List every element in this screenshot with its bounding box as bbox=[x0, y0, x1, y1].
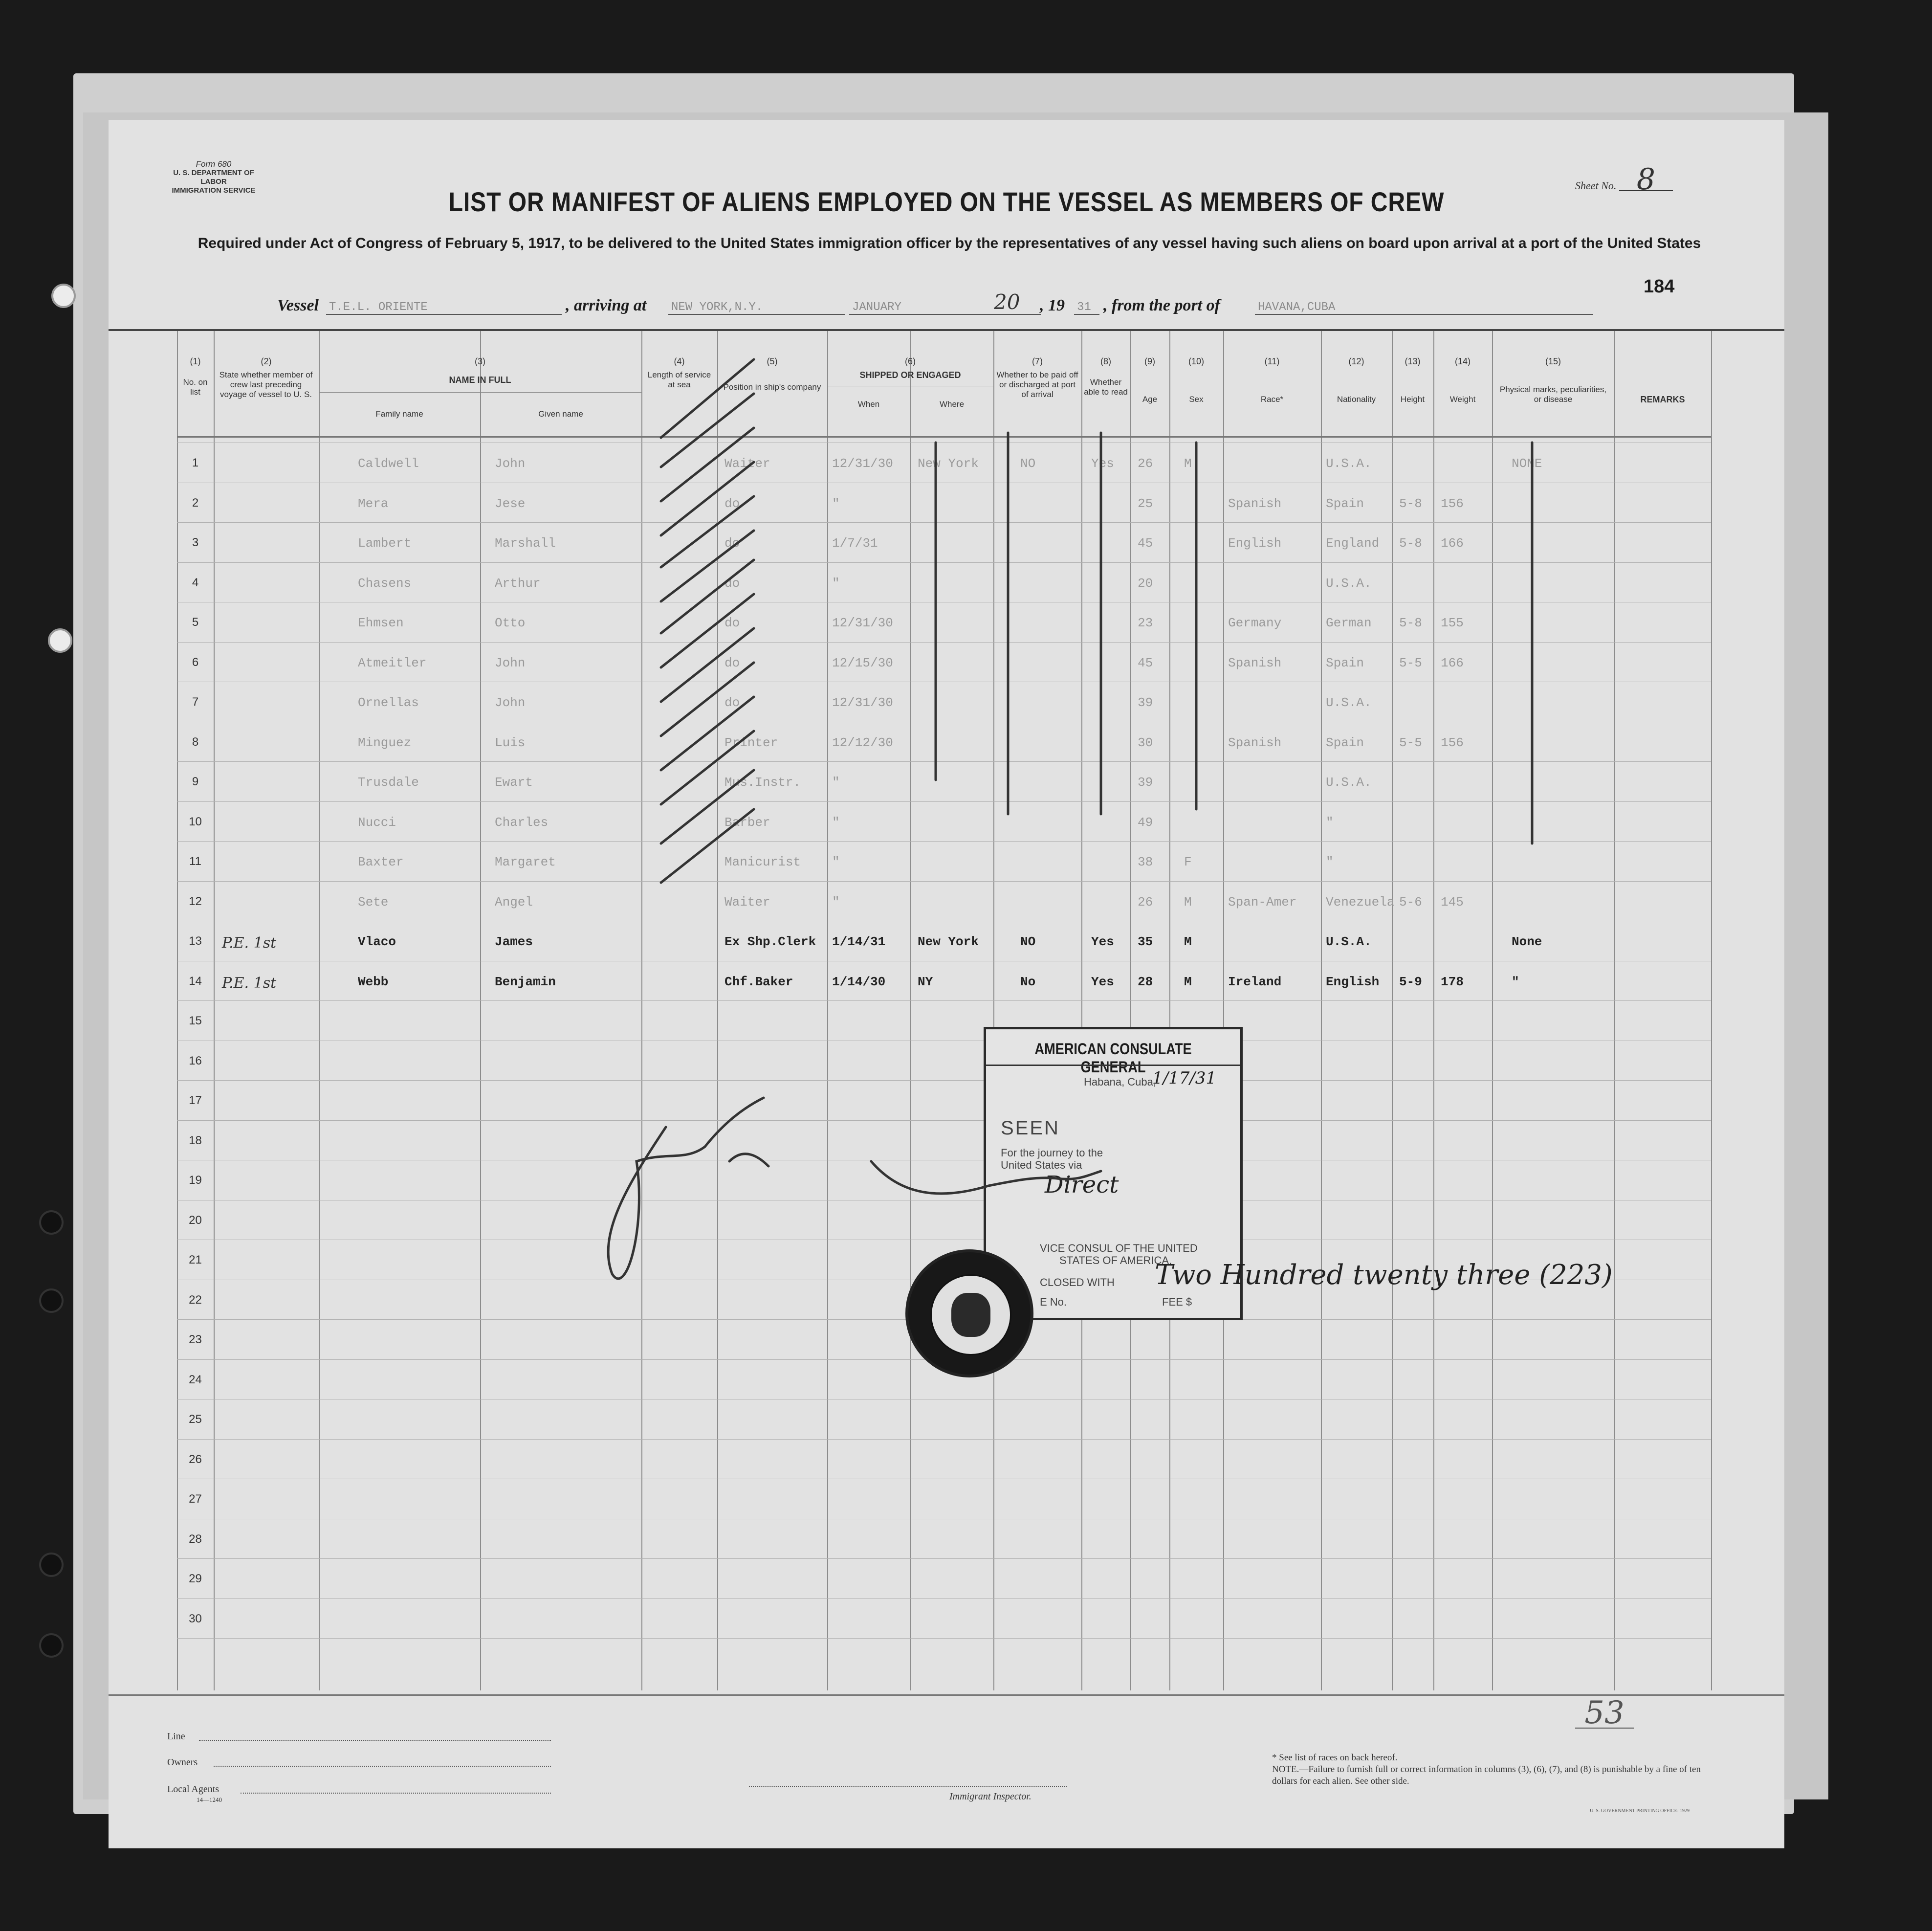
cell-given: John bbox=[495, 456, 526, 471]
col-number: (14) bbox=[1454, 356, 1471, 366]
cell-race: Span-Amer bbox=[1228, 894, 1297, 910]
sheet-number-value: 8 bbox=[1619, 169, 1673, 191]
from-port-label: , from the port of bbox=[1103, 296, 1220, 314]
cell-given: Angel bbox=[495, 894, 533, 910]
col-number: (9) bbox=[1144, 356, 1155, 366]
cell-position: do bbox=[724, 576, 740, 591]
cell-position: do bbox=[724, 536, 740, 551]
row-number: 16 bbox=[189, 1054, 202, 1067]
col-number: (12) bbox=[1348, 356, 1364, 366]
cell-given: Margaret bbox=[495, 855, 556, 869]
year-suffix: 31 bbox=[1074, 301, 1099, 315]
cell-position: Ex Shp.Clerk bbox=[724, 934, 816, 949]
from-port: HAVANA,CUBA bbox=[1255, 301, 1593, 315]
cell-height: 5-9 bbox=[1399, 974, 1422, 989]
row-rule bbox=[177, 761, 1711, 762]
cell-age: 26 bbox=[1138, 456, 1153, 471]
row-number: 20 bbox=[189, 1213, 202, 1227]
arrival-day: 20 bbox=[991, 290, 1041, 315]
cell-nationality: England bbox=[1326, 536, 1380, 551]
year-prefix: , 19 bbox=[1040, 296, 1065, 314]
row-rule bbox=[177, 1439, 1711, 1440]
cell-when: " bbox=[832, 775, 840, 790]
row-number: 22 bbox=[189, 1293, 202, 1307]
stamp-title: AMERICAN CONSULATE GENERAL bbox=[1034, 1040, 1192, 1076]
cell-given: Otto bbox=[495, 616, 526, 630]
cell-given: Luis bbox=[495, 735, 526, 750]
cell-given: Charles bbox=[495, 815, 549, 830]
cell-read: Yes bbox=[1091, 456, 1114, 471]
col-number: (2) bbox=[261, 356, 272, 366]
cell-position: do bbox=[724, 655, 740, 670]
cell-when: 1/14/31 bbox=[832, 934, 886, 949]
col-head-remarks: REMARKS bbox=[1640, 395, 1685, 404]
col-head-where: Where bbox=[939, 400, 965, 409]
cell-read: Yes bbox=[1091, 974, 1114, 989]
row-number: 11 bbox=[189, 855, 201, 868]
row-rule bbox=[177, 801, 1711, 802]
cell-nationality: " bbox=[1326, 855, 1334, 869]
cell-position: Waiter bbox=[724, 456, 770, 471]
vessel-label: Vessel bbox=[277, 296, 319, 314]
row-number: 9 bbox=[192, 775, 199, 788]
stamp-vice-1: VICE CONSUL OF THE UNITED bbox=[1040, 1242, 1198, 1254]
col-head-able-read: Whether able to read bbox=[1084, 377, 1128, 397]
cell-given: James bbox=[495, 934, 533, 949]
cell-age: 49 bbox=[1138, 815, 1153, 830]
row-number: 19 bbox=[189, 1174, 202, 1187]
cell-family: Minguez bbox=[358, 735, 412, 750]
row-rule bbox=[177, 841, 1711, 842]
consulate-seal bbox=[905, 1249, 1033, 1377]
printer-imprint: U. S. GOVERNMENT PRINTING OFFICE: 1929 bbox=[1590, 1808, 1690, 1814]
cell-family: Atmeitler bbox=[358, 655, 427, 670]
col-head-sex: Sex bbox=[1189, 395, 1204, 404]
row-number: 6 bbox=[192, 655, 199, 669]
cell-where: New York bbox=[918, 934, 979, 949]
col-number: (1) bbox=[190, 356, 201, 366]
cell-nationality: U.S.A. bbox=[1326, 576, 1372, 591]
cell-family: Mera bbox=[358, 496, 389, 511]
col-head-age: Age bbox=[1142, 395, 1158, 404]
cell-given: Benjamin bbox=[495, 974, 556, 989]
cell-nationality: U.S.A. bbox=[1326, 456, 1372, 471]
cell-given: Jese bbox=[495, 496, 526, 511]
row-number: 7 bbox=[192, 695, 199, 709]
row-number: 8 bbox=[192, 735, 199, 749]
cell-nationality: Spain bbox=[1326, 496, 1364, 511]
col-head-previous-voyage: State whether member of crew last preceding voyage of vessel to U. S. bbox=[219, 370, 313, 399]
cell-paid: NO bbox=[1020, 934, 1036, 949]
cell-nationality: German bbox=[1326, 616, 1372, 630]
cell-position: Manicurist bbox=[724, 855, 801, 869]
cell-when: " bbox=[832, 815, 840, 830]
cell-paid: No bbox=[1020, 974, 1036, 989]
cell-height: 5-8 bbox=[1399, 496, 1422, 511]
cell-weight: 155 bbox=[1441, 616, 1464, 630]
col-head-family-name: Family name bbox=[375, 409, 423, 419]
cell-when: 12/31/30 bbox=[832, 456, 893, 471]
col-head-no: No. on list bbox=[183, 377, 208, 397]
cell-when: " bbox=[832, 894, 840, 910]
col-head-race: Race* bbox=[1260, 395, 1284, 404]
service-name: IMMIGRATION SERVICE bbox=[172, 186, 256, 195]
col-head-paid-off: Whether to be paid off or discharged at port of arrival bbox=[996, 370, 1078, 399]
cell-position: Printer bbox=[724, 735, 778, 750]
cell-when: 1/14/30 bbox=[832, 974, 886, 989]
cell-position: Mus.Instr. bbox=[724, 775, 801, 790]
col-head-nationality: Nationality bbox=[1337, 395, 1376, 404]
cell-race: Spanish bbox=[1228, 655, 1282, 670]
cell-family: Ornellas bbox=[358, 695, 419, 710]
cell-when: " bbox=[832, 855, 840, 869]
stamp-enclosed: CLOSED WITH bbox=[1040, 1276, 1115, 1288]
cell-given: John bbox=[495, 655, 526, 670]
eagle-icon bbox=[951, 1293, 990, 1337]
row-number: 13 bbox=[189, 934, 202, 948]
cell-where: NY bbox=[918, 974, 933, 989]
col-number: (6) bbox=[905, 356, 916, 366]
cell-family: Lambert bbox=[358, 536, 412, 551]
col-number: (11) bbox=[1264, 356, 1280, 366]
row-rule bbox=[177, 881, 1711, 882]
stamp-journey-1: For the journey to the bbox=[1001, 1147, 1103, 1159]
cell-family: Vlaco bbox=[358, 934, 396, 949]
cell-nationality: " bbox=[1326, 815, 1334, 830]
cell-age: 39 bbox=[1138, 695, 1153, 710]
cell-height: 5-8 bbox=[1399, 536, 1422, 551]
stamp-date: 1/17/31 bbox=[1152, 1068, 1217, 1088]
footer-inspector-label: Immigrant Inspector. bbox=[949, 1791, 1032, 1802]
stamp-via: Direct bbox=[1045, 1171, 1119, 1199]
cell-sex: M bbox=[1184, 894, 1192, 910]
cell-weight: 166 bbox=[1441, 655, 1464, 670]
col-number: (7) bbox=[1032, 356, 1043, 366]
row-number: 12 bbox=[189, 894, 202, 908]
cell-age: 30 bbox=[1138, 735, 1153, 750]
cell-family: Ehmsen bbox=[358, 616, 404, 630]
row-rule bbox=[177, 562, 1711, 563]
cell-when: " bbox=[832, 496, 840, 511]
row-number: 30 bbox=[189, 1612, 202, 1625]
cell-nationality: Spain bbox=[1326, 735, 1364, 750]
cell-position: do bbox=[724, 695, 740, 710]
col-head-shipped: SHIPPED OR ENGAGED bbox=[859, 370, 961, 380]
stamp-place: Habana, Cuba, bbox=[1084, 1076, 1156, 1088]
cell-race: Germany bbox=[1228, 616, 1282, 630]
row-number: 10 bbox=[189, 815, 202, 828]
cell-age: 26 bbox=[1138, 894, 1153, 910]
cell-age: 23 bbox=[1138, 616, 1153, 630]
footer-agents-code: 14—1240 bbox=[197, 1796, 222, 1803]
cell-weight: 156 bbox=[1441, 496, 1464, 511]
cell-nationality: Venezuela bbox=[1326, 894, 1395, 910]
row-number: 24 bbox=[189, 1373, 202, 1386]
footer-agents-label: Local Agents bbox=[167, 1784, 220, 1795]
cell-nationality: U.S.A. bbox=[1326, 775, 1372, 790]
cell-sex: M bbox=[1184, 974, 1192, 989]
cell-family: Nucci bbox=[358, 815, 396, 830]
col-number: (5) bbox=[767, 356, 778, 366]
cell-nationality: U.S.A. bbox=[1326, 934, 1372, 949]
cell-age: 25 bbox=[1138, 496, 1153, 511]
cell-when: 12/31/30 bbox=[832, 616, 893, 630]
page-subtitle: Required under Act of Congress of February 5, 1917, to be delivered to the United States immigration officer by the representatives of any vessel having such aliens on board upon arrival at a port of the United States bbox=[198, 235, 1701, 251]
page-title: LIST OR MANIFEST OF ALIENS EMPLOYED ON THE VESSEL AS MEMBERS OF CREW bbox=[448, 186, 1445, 217]
cell-when: 12/12/30 bbox=[832, 735, 893, 750]
cell-family: Baxter bbox=[358, 855, 404, 869]
manifest-footer bbox=[109, 1694, 1784, 1842]
manifest-sheet bbox=[109, 120, 1784, 1848]
cell-weight: 156 bbox=[1441, 735, 1464, 750]
cell-when: 12/31/30 bbox=[832, 695, 893, 710]
row-number: 26 bbox=[189, 1452, 202, 1466]
col-head-given-name: Given name bbox=[538, 409, 583, 419]
row-rule bbox=[177, 522, 1711, 523]
cell-marks: " bbox=[1512, 974, 1519, 989]
cell-family: Webb bbox=[358, 974, 389, 989]
cell-position: Chf.Baker bbox=[724, 974, 793, 989]
row-number: 15 bbox=[189, 1014, 202, 1027]
department-name: U. S. DEPARTMENT OF LABOR bbox=[173, 169, 254, 186]
cell-prev: P.E. 1st bbox=[222, 974, 277, 992]
cell-paid: NO bbox=[1020, 456, 1036, 471]
row-rule bbox=[177, 1120, 1711, 1121]
row-rule bbox=[177, 1638, 1711, 1639]
cell-given: John bbox=[495, 695, 526, 710]
cell-when: 12/15/30 bbox=[832, 655, 893, 670]
vessel-line bbox=[277, 290, 1778, 315]
cell-sex: M bbox=[1184, 934, 1192, 949]
row-rule bbox=[177, 1000, 1711, 1001]
cell-height: 5-6 bbox=[1399, 894, 1422, 910]
col-head-length-service: Length of service at sea bbox=[647, 370, 711, 389]
col-number: (4) bbox=[674, 356, 685, 366]
row-number: 4 bbox=[192, 576, 199, 589]
row-number: 1 bbox=[192, 456, 199, 469]
arrival-month: JANUARY bbox=[849, 301, 992, 315]
row-rule bbox=[177, 1080, 1711, 1081]
stamp-journey-2: United States via bbox=[1001, 1159, 1082, 1171]
cell-given: Arthur bbox=[495, 576, 541, 591]
cell-nationality: English bbox=[1326, 974, 1380, 989]
page-number: 184 bbox=[1644, 276, 1675, 297]
row-number: 23 bbox=[189, 1333, 202, 1346]
cell-height: 5-5 bbox=[1399, 735, 1422, 750]
binder-hole bbox=[39, 1288, 64, 1313]
cell-height: 5-8 bbox=[1399, 616, 1422, 630]
cell-where: New York bbox=[918, 456, 979, 471]
cell-family: Chasens bbox=[358, 576, 412, 591]
cell-age: 45 bbox=[1138, 655, 1153, 670]
arriving-label: , arriving at bbox=[566, 296, 647, 314]
form-number: Form 680 bbox=[196, 159, 232, 169]
cell-sex: F bbox=[1184, 855, 1192, 869]
cell-position: do bbox=[724, 496, 740, 511]
row-number: 5 bbox=[192, 616, 199, 629]
col-number: (8) bbox=[1100, 356, 1111, 366]
stamp-vice-2: STATES OF AMERICA. bbox=[1059, 1254, 1172, 1266]
cell-position: do bbox=[724, 616, 740, 630]
cell-race: Spanish bbox=[1228, 735, 1282, 750]
col-head-weight: Weight bbox=[1449, 395, 1476, 404]
cell-age: 28 bbox=[1138, 974, 1153, 989]
cell-age: 35 bbox=[1138, 934, 1153, 949]
row-rule bbox=[177, 1598, 1711, 1599]
stamp-seen: SEEN bbox=[1001, 1117, 1060, 1139]
row-number: 29 bbox=[189, 1572, 202, 1585]
cell-nationality: U.S.A. bbox=[1326, 695, 1372, 710]
cell-family: Caldwell bbox=[358, 456, 419, 471]
col-head-height: Height bbox=[1400, 395, 1425, 404]
col-number: (15) bbox=[1545, 356, 1561, 366]
cell-weight: 178 bbox=[1441, 974, 1464, 989]
cell-sex: M bbox=[1184, 456, 1192, 471]
col-head-physical-marks: Physical marks, peculiarities, or disease bbox=[1499, 385, 1607, 404]
row-number: 3 bbox=[192, 536, 199, 549]
footer-line-label: Line bbox=[167, 1731, 185, 1742]
row-number: 28 bbox=[189, 1532, 202, 1546]
vessel-name: T.E.L. ORIENTE bbox=[326, 301, 562, 315]
cell-age: 45 bbox=[1138, 536, 1153, 551]
footer-footnote bbox=[1272, 1752, 1702, 1787]
stamp-fee: FEE $ bbox=[1162, 1296, 1192, 1308]
col-number: (10) bbox=[1188, 356, 1204, 366]
cell-read: Yes bbox=[1091, 934, 1114, 949]
row-number: 14 bbox=[189, 974, 202, 988]
binder-hole bbox=[51, 284, 76, 308]
binder-hole bbox=[39, 1210, 64, 1235]
crew-table bbox=[109, 329, 1784, 1690]
col-head-position: Position in ship's company bbox=[723, 382, 821, 392]
row-number: 2 bbox=[192, 496, 199, 510]
cell-given: Ewart bbox=[495, 775, 533, 790]
cell-given: Marshall bbox=[495, 536, 556, 551]
cell-weight: 145 bbox=[1441, 894, 1464, 910]
cell-prev: P.E. 1st bbox=[222, 934, 277, 952]
row-number: 18 bbox=[189, 1133, 202, 1147]
cell-marks: None bbox=[1512, 934, 1542, 949]
cell-age: 20 bbox=[1138, 576, 1153, 591]
row-rule bbox=[177, 1558, 1711, 1559]
cell-height: 5-5 bbox=[1399, 655, 1422, 670]
cell-family: Trusdale bbox=[358, 775, 419, 790]
row-number: 17 bbox=[189, 1094, 202, 1107]
col-head-when: When bbox=[857, 400, 880, 409]
footer-owners-label: Owners bbox=[167, 1757, 198, 1768]
cell-family: Sete bbox=[358, 894, 389, 910]
cell-when: 1/7/31 bbox=[832, 536, 878, 551]
cell-position: Barber bbox=[724, 815, 770, 830]
footnote-races: * See list of races on back hereof. bbox=[1272, 1753, 1398, 1763]
col-head-name: NAME IN FULL bbox=[449, 375, 511, 385]
arriving-port: NEW YORK,N.Y. bbox=[668, 301, 845, 315]
sheet-number-label: Sheet No. bbox=[1575, 179, 1617, 192]
cell-race: English bbox=[1228, 536, 1282, 551]
cell-position: Waiter bbox=[724, 894, 770, 910]
cell-age: 38 bbox=[1138, 855, 1153, 869]
cell-weight: 166 bbox=[1441, 536, 1464, 551]
col-number: (13) bbox=[1405, 356, 1421, 366]
row-number: 21 bbox=[189, 1253, 202, 1266]
cell-race: Spanish bbox=[1228, 496, 1282, 511]
stamp-fee-no: E No. bbox=[1040, 1296, 1067, 1308]
binder-hole bbox=[39, 1553, 64, 1577]
cell-age: 39 bbox=[1138, 775, 1153, 790]
cell-race: Ireland bbox=[1228, 974, 1282, 989]
footer-corner-number: 53 bbox=[1575, 1698, 1634, 1729]
cell-marks: NONE bbox=[1512, 456, 1542, 471]
binder-hole bbox=[39, 1633, 64, 1658]
col-number: (3) bbox=[475, 356, 485, 366]
binder-hole bbox=[48, 628, 72, 653]
cell-nationality: Spain bbox=[1326, 655, 1364, 670]
stamp-count-note: Two Hundred twenty three (223) bbox=[1155, 1259, 1613, 1291]
cell-when: " bbox=[832, 576, 840, 591]
footnote-penalty: NOTE.—Failure to furnish full or correct information in columns (3), (6), (7), and (8) is punishable by a fine of ten dollars for each alien. See other side. bbox=[1272, 1764, 1701, 1786]
row-number: 25 bbox=[189, 1413, 202, 1426]
row-number: 27 bbox=[189, 1492, 202, 1506]
row-rule bbox=[177, 642, 1711, 643]
